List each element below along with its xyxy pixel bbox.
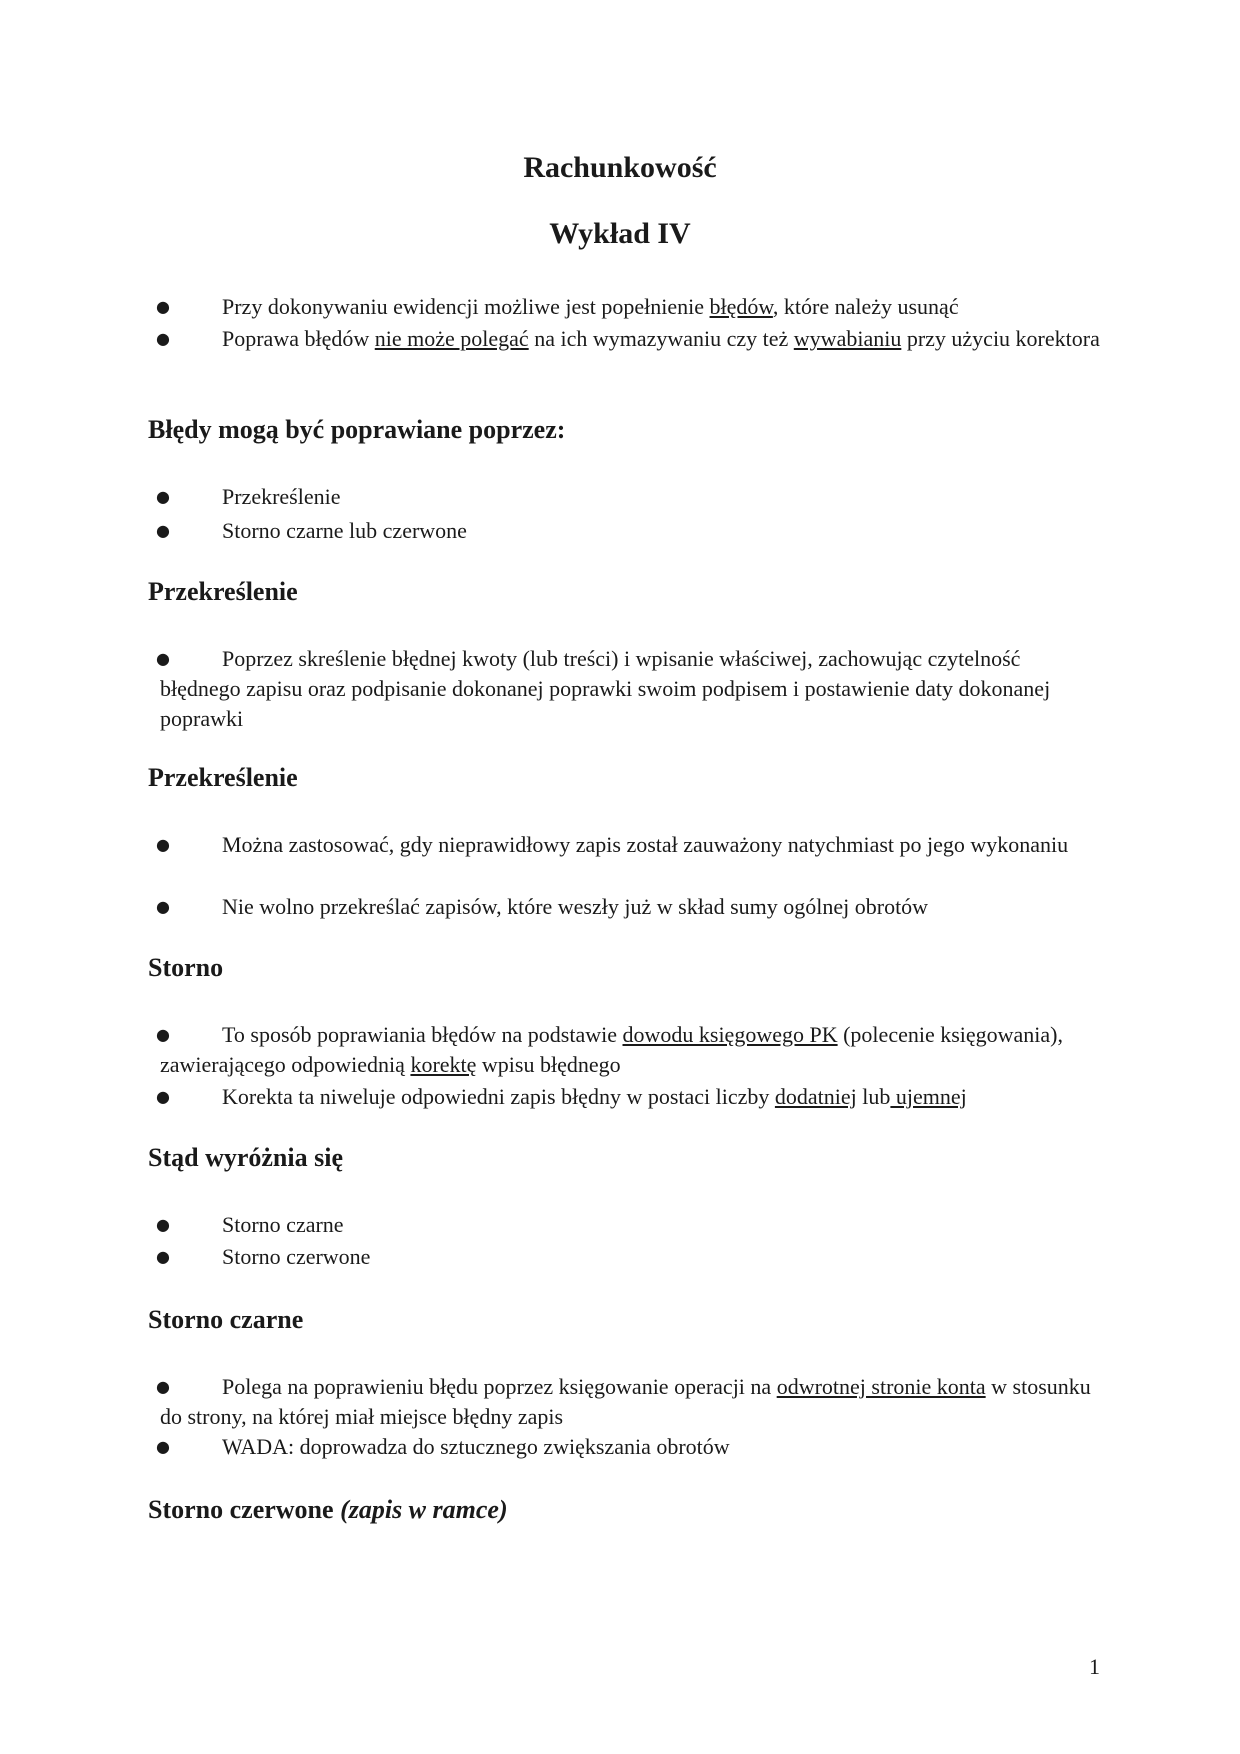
- section-heading: Storno czerwone (zapis w ramce): [148, 1495, 508, 1524]
- section-heading: Błędy mogą być poprawiane poprzez:: [148, 415, 566, 444]
- list-item: ● Przekreślenie: [160, 482, 1100, 512]
- list-item: ● Storno czarne lub czerwone: [160, 516, 1100, 546]
- bullet-icon: ●: [156, 297, 170, 316]
- list-item: ● Poprawa błędów nie może polegać na ich wymazywaniu czy też wywabianiu przy użyciu korektora: [160, 324, 1100, 354]
- section-heading: Storno: [148, 953, 224, 982]
- bullet-icon: ●: [156, 1377, 170, 1396]
- section-heading: Stąd wyróżnia się: [148, 1143, 343, 1172]
- underlined-link[interactable]: ujemnej: [890, 1084, 967, 1109]
- page-number: 1: [1089, 1654, 1100, 1679]
- list-item: ● WADA: doprowadza do sztucznego zwiększania obrotów: [160, 1432, 1100, 1462]
- section-heading: Storno czarne: [148, 1305, 304, 1334]
- list-item: ● Nie wolno przekreślać zapisów, które weszły już w skład sumy ogólnej obrotów: [160, 892, 1100, 922]
- underlined-link[interactable]: dowodu księgowego PK: [622, 1022, 838, 1047]
- bullet-icon: ●: [156, 1025, 170, 1044]
- list-item: ● To sposób poprawiania błędów na podstawie dowodu księgowego PK (polecenie księgowania), zawierającego odpowiednią korektę wpisu błędnego: [156, 1022, 1064, 1077]
- bullet-icon: ●: [156, 487, 170, 506]
- document-title: Rachunkowość: [523, 151, 717, 184]
- bullet-icon: ●: [156, 1247, 170, 1266]
- list-item: ● Poprzez skreślenie błędnej kwoty (lub treści) i wpisanie właściwej, zachowując czytelność błędnego zapisu oraz podpisanie dokonanej poprawki swoim podpisem i postawienie daty dokonanej poprawki: [156, 646, 1051, 731]
- underlined-link[interactable]: korektę: [410, 1052, 477, 1077]
- underlined-link[interactable]: błędów: [709, 294, 773, 319]
- section-heading: Przekreślenie: [148, 763, 298, 792]
- bullet-icon: ●: [156, 1437, 170, 1456]
- list-item: ● Korekta ta niweluje odpowiedni zapis błędny w postaci liczby dodatniej lub ujemnej: [160, 1082, 1100, 1112]
- underlined-link[interactable]: wywabianiu: [793, 326, 902, 351]
- bullet-icon: ●: [156, 897, 170, 916]
- section-heading: Przekreślenie: [148, 577, 298, 606]
- document-subtitle: Wykład IV: [549, 217, 691, 250]
- underlined-link[interactable]: nie może polegać: [374, 326, 529, 351]
- bullet-icon: ●: [156, 521, 170, 540]
- list-item: ● Storno czarne: [160, 1210, 1100, 1240]
- underlined-link[interactable]: odwrotnej stronie konta: [776, 1374, 986, 1399]
- underlined-link[interactable]: dodatniej: [774, 1084, 857, 1109]
- bullet-icon: ●: [156, 1215, 170, 1234]
- bullet-icon: ●: [156, 329, 170, 348]
- list-item: ● Przy dokonywaniu ewidencji możliwe jest popełnienie błędów, które należy usunąć: [160, 292, 1100, 322]
- heading-italic-note: (zapis w ramce): [340, 1495, 508, 1524]
- bullet-icon: ●: [156, 649, 170, 668]
- bullet-icon: ●: [156, 835, 170, 854]
- list-item: ● Można zastosować, gdy nieprawidłowy zapis został zauważony natychmiast po jego wykonaniu: [160, 830, 1100, 860]
- list-item: ● Polega na poprawieniu błędu poprzez księgowanie operacji na odwrotnej stronie konta w stosunku do strony, na której miał miejsce błędny zapis: [156, 1374, 1091, 1429]
- bullet-icon: ●: [156, 1087, 170, 1106]
- list-item: ● Storno czerwone: [160, 1242, 1100, 1272]
